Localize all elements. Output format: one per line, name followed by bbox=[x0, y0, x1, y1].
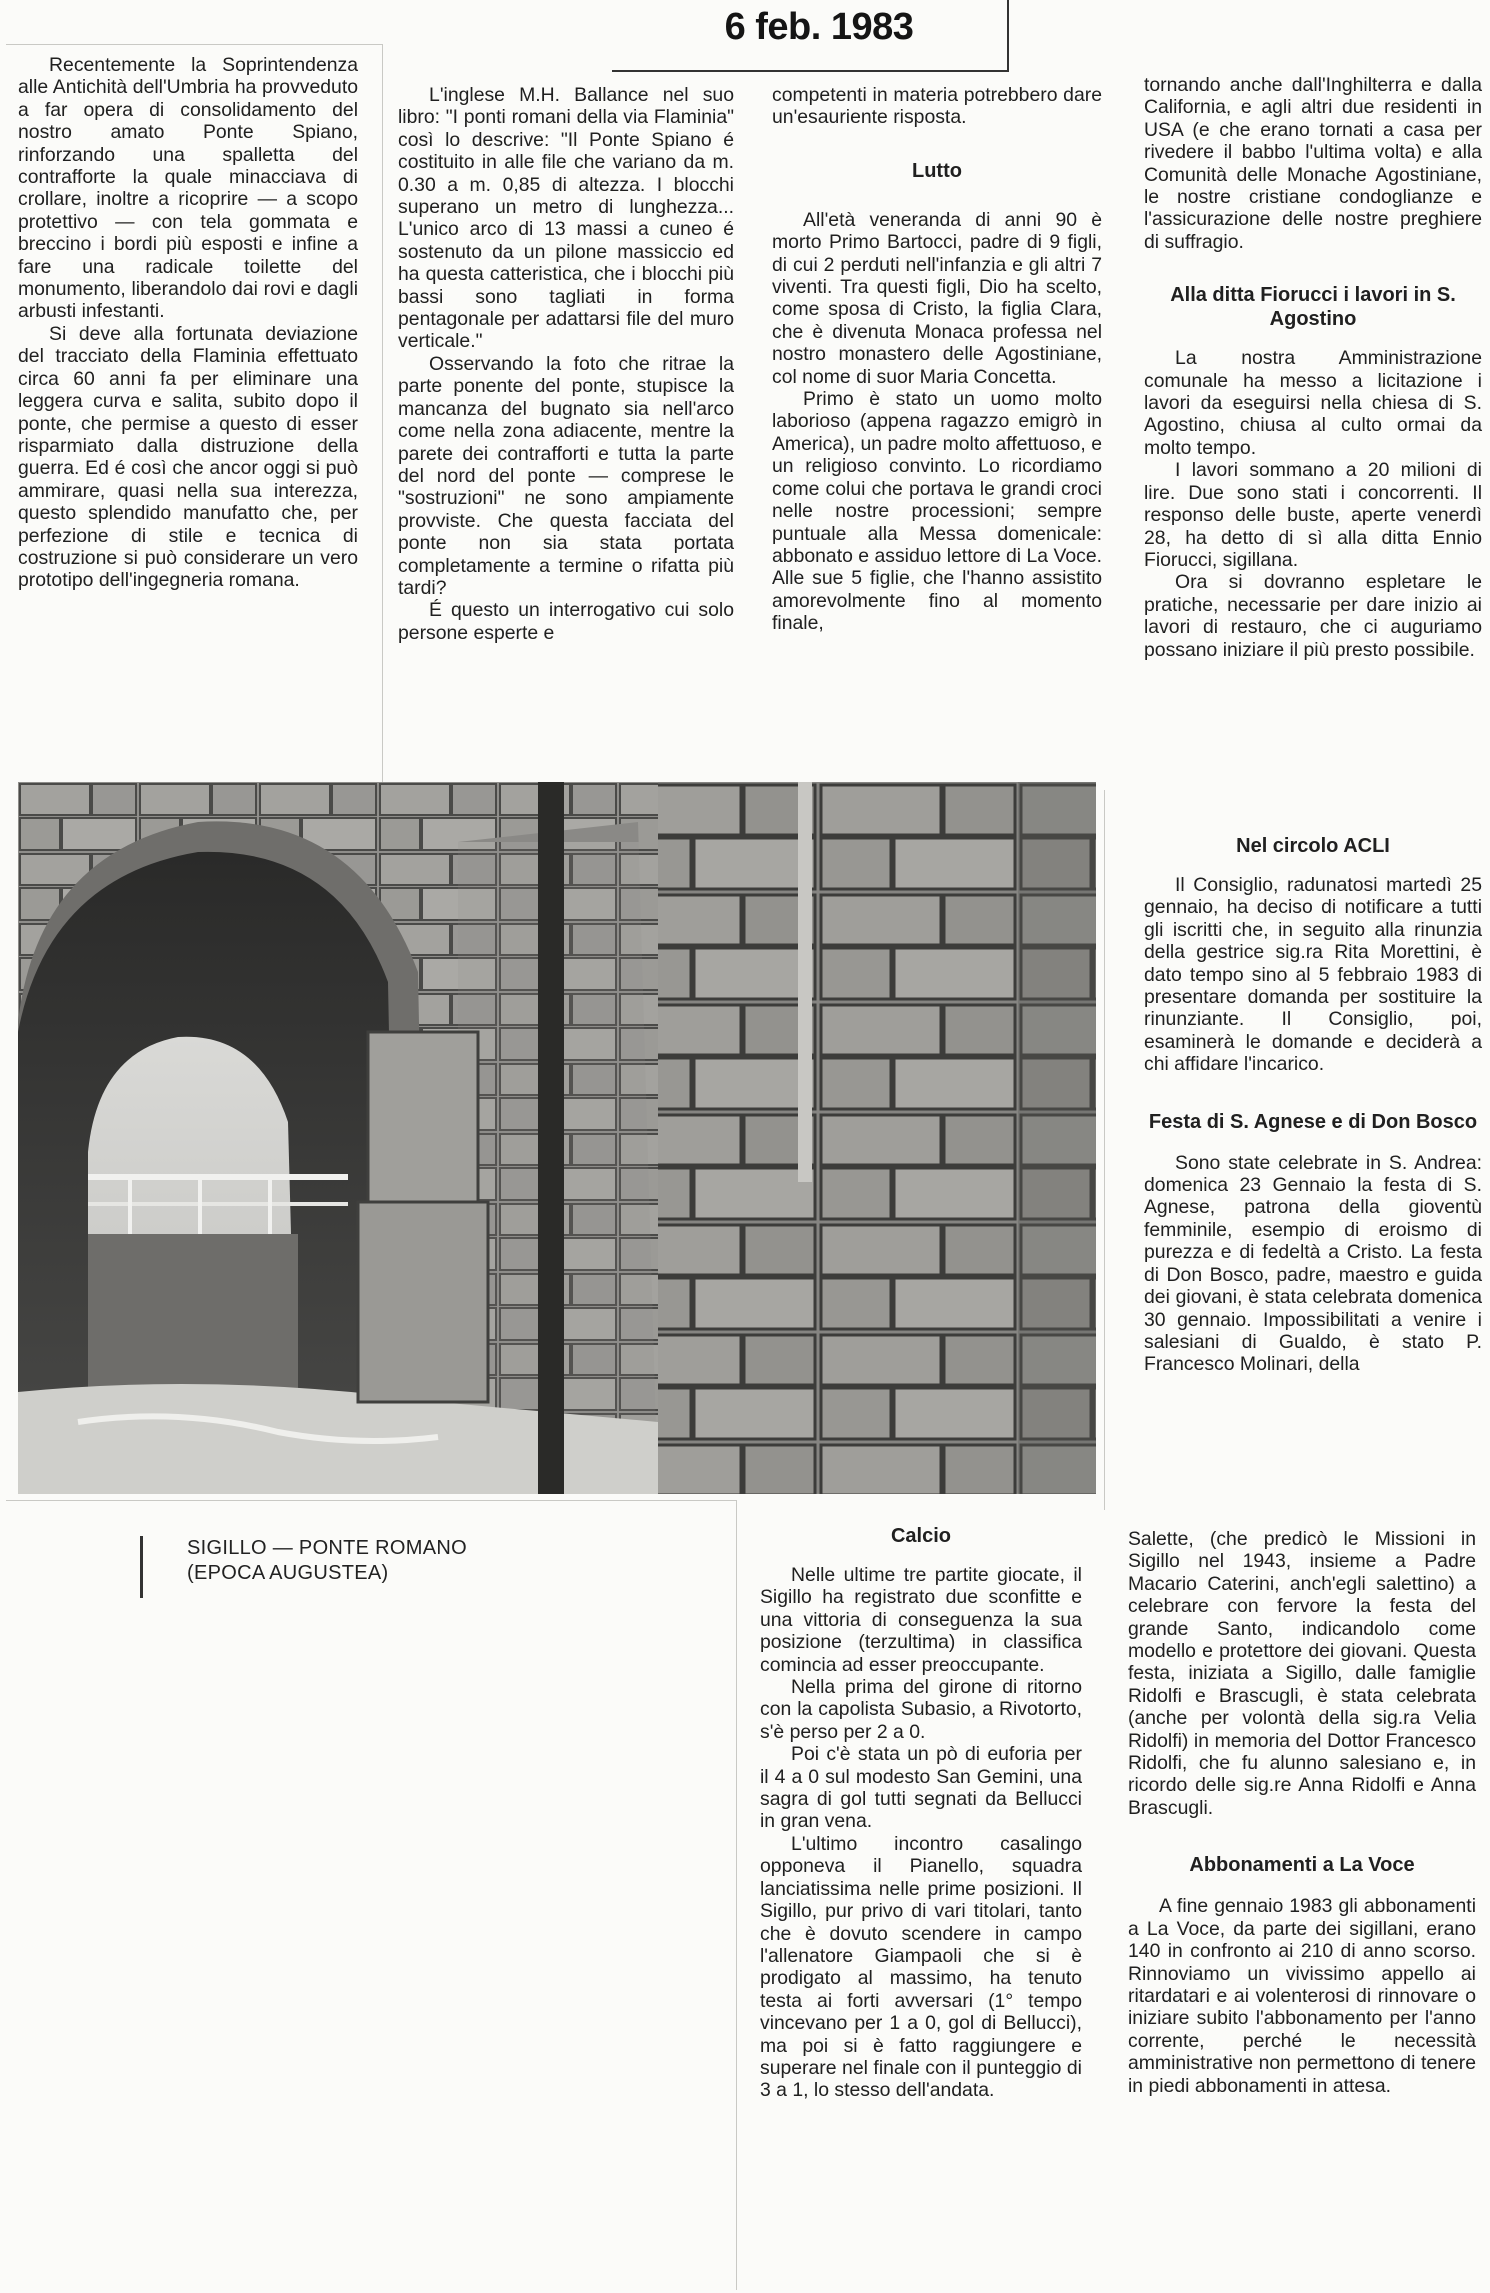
article-paragraph: Nelle ultime tre partite giocate, il Sigillo ha registrato due sconfitte e una vittoria di conseguenza la sua posizione (terzultima) in classifica comincia ad esser preoccupante. bbox=[760, 1564, 1082, 1676]
article-paragraph: Poi c'è stata un pò di euforia per il 4 a 0 sul modesto San Gemini, una sagra di gol tutti segnati da Bellucci in gran vena. bbox=[760, 1743, 1082, 1833]
article-acli-and-festa bbox=[1144, 834, 1482, 1376]
article-fiorucci bbox=[1144, 74, 1482, 661]
bridge-photo-illustration bbox=[18, 782, 1096, 1494]
article-paragraph: Recentemente la Soprintendenza alle Antichità dell'Umbria ha provveduto a far opera di consolidamento del nostro amato Ponte Spiano, rinforzando una spalletta del contrafforte la quale minacciava di crollare, inoltre a ricoprire — a scopo protettivo — con tela gommata e breccino i bordi più esposti e infine a fare una radicale toilette del monumento, liberandolo dai rovi e dagli arbusti infestanti. bbox=[18, 54, 358, 323]
issue-date: 6 feb. 1983 bbox=[724, 6, 914, 48]
section-heading-lutto: Lutto bbox=[912, 159, 962, 182]
date-divider-horizontal bbox=[612, 70, 1009, 72]
article-ponte-spiano-part1 bbox=[18, 54, 358, 592]
article-paragraph: L'inglese M.H. Ballance nel suo libro: "I ponti romani della via Flaminia" così lo descrive: "Il Ponte Spiano é costituito in alle file che variano da m. 0.30 a m. 0,85 di altezza. I blocchi superano un metro di lunghezza... L'unico arco di 13 massi a cuneo é sostenuto da un pilone massiccio ed ha questa catteristica, che i blocchi più bassi sono tagliati in forma pentagonale per adattarsi file del muro verticale." bbox=[398, 84, 734, 353]
article-paragraph: All'età veneranda di anni 90 è morto Primo Bartocci, padre di 9 figli, di cui 2 perduti nell'infanzia e gli altri 7 viventi. Tra questi figli, Dio ha scelto, come sposa di Cristo, la figlia Clara, che è divenuta Monaca professa nel nostro monastero delle Agostiniane, col nome di suor Maria Concetta. bbox=[772, 208, 1102, 388]
clipping-edge bbox=[382, 44, 383, 784]
article-paragraph: L'ultimo incontro casalingo opponeva il Pianello, squadra lanciatissima nelle prime posizioni. Il Sigillo, pur privo di vari titolari, tanto che è dovuto scendere in campo l'allenatore Giampaoli che si è prodigato al massimo, ha tenuto testa ai forti avversari (1° tempo vincevano per 1 a 0, gol di Bellucci), ma poi si è fatto raggiungere e superare nel finale con il punteggio di 3 a 1, lo stesso dell'andata. bbox=[760, 1832, 1082, 2102]
clipping-edge bbox=[6, 1500, 736, 1501]
article-paragraph: Sono state celebrate in S. Andrea: domenica 23 Gennaio la festa di S. Agnese, patrona della gioventù femminile, esempio di eroismo di purezza e di fedeltà a Cristo. La festa di Don Bosco, padre, maestro e guida dei giovani, è stata celebrata domenica 30 gennaio. Impossibilitati a venire i salesiani di Gualdo, è stato P. Francesco Molinari, della bbox=[1144, 1151, 1482, 1376]
section-heading-abbonamenti: Abbonamenti a La Voce bbox=[1189, 1854, 1415, 1877]
clipping-edge bbox=[6, 44, 382, 45]
article-paragraph: Primo è stato un uomo molto laborioso (appena ragazzo emigrò in America), un padre molto affettuoso, e un religioso convinto. Lo ricordiamo come colui che portava le grandi croci nelle nostre processioni; sempre puntuale alla Messa domenicale: abbonato e assiduo lettore di La Voce. Alle sue 5 figlie, che l'hanno assistito amorevolmente fino al momento finale, bbox=[772, 388, 1102, 635]
article-festa-continuation-and-abbonamenti bbox=[1128, 1528, 1476, 2097]
article-paragraph: Ora si dovranno espletare le pratiche, necessarie per dare inizio ai lavori di restauro, che ci auguriamo possano iniziare il più presto possibile. bbox=[1144, 571, 1482, 661]
section-heading-calcio: Calcio bbox=[890, 1525, 952, 1547]
section-heading-fiorucci: Alla ditta Fiorucci i lavori in S. Agostino bbox=[1170, 284, 1456, 331]
article-lutto bbox=[772, 84, 1102, 635]
article-paragraph: Si deve alla fortunata deviazione del tracciato della Flaminia effettuato circa 60 anni fa per eliminare una leggera curva e salita, subito dopo il ponte, che permise a questo di esser risparmiato dalla distruzione della guerra. Ed é così che ancor oggi si può ammirare, quasi nella sua interezza, questo splendido manufatto che, per perfezione di stile e tecnica di costruzione si può considerare un vero prototipo dell'ingegneria romana. bbox=[18, 322, 358, 592]
article-paragraph: A fine gennaio 1983 gli abbonamenti a La Voce, da parte dei sigillani, erano 140 in confronto ai 210 di anno scorso. Rinnoviamo un vivissimo appello ai ritardatari e ai volenterosi di rinnovare o iniziare subito l'abbonamento per l'anno corrente, perché le necessità amministrative non permettono di tenere in piedi abbonamenti in attesa. bbox=[1128, 1895, 1476, 2097]
article-calcio bbox=[760, 1524, 1082, 2102]
article-paragraph: É questo un interrogativo cui solo persone esperte e bbox=[398, 599, 734, 644]
bridge-photo bbox=[18, 782, 1096, 1494]
article-ponte-spiano-part2 bbox=[398, 84, 734, 644]
caption-line: SIGILLO — PONTE ROMANO bbox=[187, 1537, 467, 1559]
article-paragraph: Osservando la foto che ritrae la parte ponente del ponte, stupisce la mancanza del bugnato sia nell'arco come nella zona adiacente, mentre la parete dei contrafforti e tutta la parte del nord del ponte — comprese le "sostruzioni" ne sono ampiamente provviste. Che questa facciata del ponte non sia stata portata completamente a termine o rifatta più tardi? bbox=[398, 352, 734, 599]
article-paragraph: Salette, (che predicò le Missioni in Sigillo nel 1943, insieme a Padre Macario Caterini, anch'egli salettino) a celebrare con fervore la festa del grande Santo, indicandolo come modello e protettore dei giovani. Questa festa, iniziata a Sigillo, dalle famiglie Ridolfi e Brascugli, è stata celebrata (anche per volontà della sig.ra Velia Ridolfi) in memoria del Dottor Francesco Ridolfi, che fu alunno salesiano e, in ricordo delle sig.re Anna Ridolfi e Anna Brascugli. bbox=[1128, 1528, 1476, 1819]
photo-caption bbox=[140, 1536, 597, 1598]
article-paragraph: La nostra Amministrazione comunale ha messo a licitazione i lavori da eseguirsi nella chiesa di S. Agostino, chiusa al culto ormai da molto tempo. bbox=[1144, 347, 1482, 459]
date-divider-vertical bbox=[1007, 0, 1009, 70]
article-paragraph: Il Consiglio, radunatosi martedì 25 gennaio, ha deciso di notificare a tutti gli iscritti che, in seguito alla rinunzia della gestrice sig.ra Rita Morettini, è dato tempo sino al 5 febbraio 1983 di presentare domanda per sostituire la rinunziante. Il Consiglio, poi, esaminerà le domande e deciderà a chi affidare l'incarico. bbox=[1144, 874, 1482, 1076]
caption-line: (EPOCA AUGUSTEA) bbox=[187, 1562, 389, 1584]
article-paragraph: tornando anche dall'Inghilterra e dalla California, e agli altri due residenti in USA (e che erano tornati a casa per rivedere il babbo l'ultima volta) e alla Comunità delle Monache Agostiniane, le nostre cristiane condoglianze e l'assicurazione delle nostre preghiere di suffragio. bbox=[1144, 74, 1482, 253]
section-heading-acli: Nel circolo ACLI bbox=[1236, 835, 1390, 857]
article-paragraph: I lavori sommano a 20 milioni di lire. Due sono stati i concorrenti. Il responso delle buste, aperte venerdì 28, ha detto di sì alla ditta Ennio Fiorucci, sigillana. bbox=[1144, 459, 1482, 571]
article-paragraph: Nella prima del girone di ritorno con la capolista Subasio, a Rivotorto, s'è perso per 2 a 0. bbox=[760, 1676, 1082, 1743]
article-paragraph: competenti in materia potrebbero dare un'esauriente risposta. bbox=[772, 84, 1102, 129]
section-heading-festa: Festa di S. Agnese e di Don Bosco bbox=[1148, 1110, 1478, 1133]
clipping-edge bbox=[736, 1500, 737, 2290]
clipping-edge bbox=[1104, 790, 1105, 1510]
